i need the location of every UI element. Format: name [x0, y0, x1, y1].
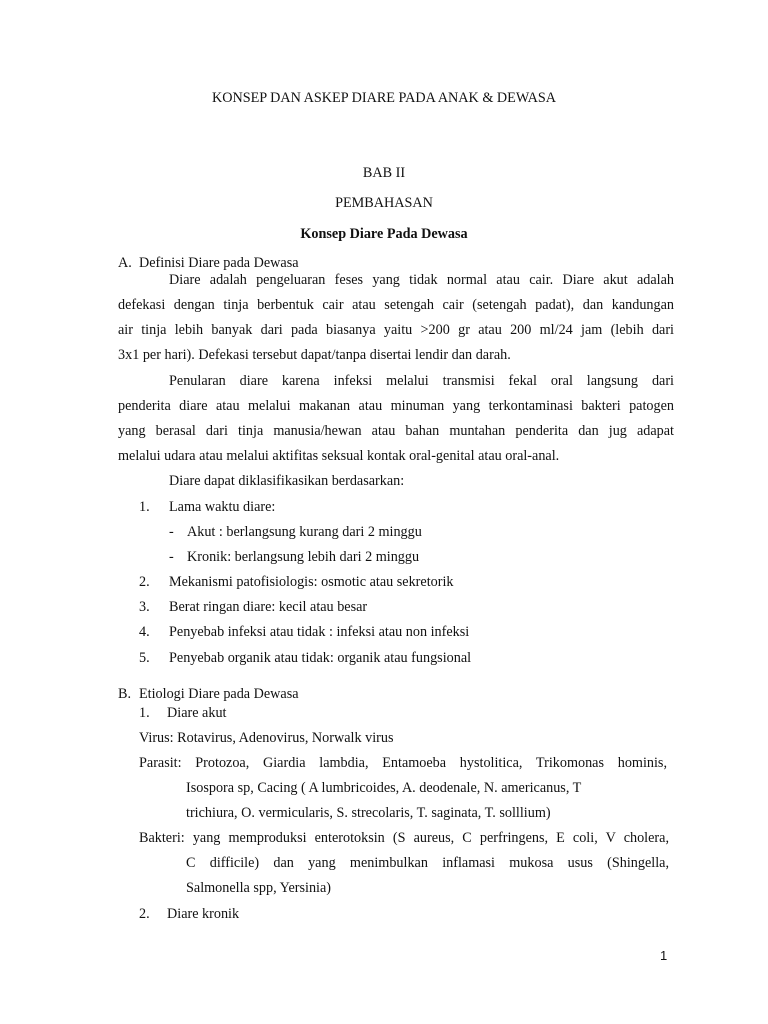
paragraph-line: penderita diare atau melalui makanan atau minuman yang terkontaminasi bakteri patogen [118, 398, 674, 414]
section-a-heading: Definisi Diare pada Dewasa [139, 255, 299, 271]
list-number: 2. [139, 574, 150, 590]
paragraph-line: air tinja lebih banyak dari pada biasanya yaitu >200 gr atau 200 ml/24 jam (lebih dari [118, 322, 674, 338]
paragraph-line: Diare adalah pengeluaran feses yang tidak normal atau cair. Diare akut adalah [169, 272, 674, 288]
list-number: 2. [139, 906, 150, 922]
list-number: 5. [139, 650, 150, 666]
bakteri-line: Salmonella spp, Yersinia) [186, 880, 332, 896]
bakteri-line: C difficile) dan yang menimbulkan inflamasi mukosa usus (Shingella, [186, 855, 669, 871]
list-item: Kronik: berlangsung lebih dari 2 minggu [187, 549, 420, 565]
paragraph-line: defekasi dengan tinja berbentuk cair atau setengah cair (setengah padat), dan kandungan [118, 297, 674, 313]
parasit-line: trichiura, O. vermicularis, S. strecolaris, T. saginata, T. solllium) [186, 805, 551, 821]
subtitle: Konsep Diare Pada Dewasa [300, 226, 468, 242]
page-number: 1 [660, 948, 668, 963]
document-title: KONSEP DAN ASKEP DIARE PADA ANAK & DEWASA [211, 90, 557, 106]
list-number: 1. [139, 705, 150, 721]
list-bullet: - [169, 524, 174, 540]
paragraph-line: Diare dapat diklasifikasikan berdasarkan: [169, 473, 405, 489]
list-number: 4. [139, 624, 150, 640]
chapter-label: BAB II [362, 165, 406, 181]
list-number: 1. [139, 499, 150, 515]
list-item: Penyebab organik atau tidak: organik atau fungsional [169, 650, 472, 666]
list-item: Penyebab infeksi atau tidak : infeksi atau non infeksi [169, 624, 470, 640]
parasit-line: Parasit: Protozoa, Giardia lambdia, Entamoeba hystolitica, Trikomonas hominis, [139, 755, 667, 771]
section-b-heading: Etiologi Diare pada Dewasa [139, 686, 299, 702]
list-item: Diare kronik [167, 906, 240, 922]
section-label: PEMBAHASAN [335, 195, 433, 211]
virus-line: Virus: Rotavirus, Adenovirus, Norwalk virus [139, 730, 394, 746]
section-a-marker: A. [118, 255, 132, 271]
list-number: 3. [139, 599, 150, 615]
paragraph-line: 3x1 per hari). Defekasi tersebut dapat/tanpa disertai lendir dan darah. [118, 347, 511, 363]
section-b-marker: B. [118, 686, 132, 702]
paragraph-line: Penularan diare karena infeksi melalui transmisi fekal oral langsung dari [169, 373, 674, 389]
list-item: Berat ringan diare: kecil atau besar [169, 599, 368, 615]
parasit-line: Isospora sp, Cacing ( A lumbricoides, A. deodenale, N. americanus, T [186, 780, 582, 796]
list-item: Lama waktu diare: [169, 499, 276, 515]
paragraph-line: yang berasal dari tinja manusia/hewan atau bahan muntahan penderita dan jug adapat [118, 423, 674, 439]
paragraph-line: melalui udara atau melalui aktifitas seksual kontak oral-genital atau oral-anal. [118, 448, 560, 464]
list-item: Mekanismi patofisiologis: osmotic atau sekretorik [169, 574, 454, 590]
list-item: Akut : berlangsung kurang dari 2 minggu [187, 524, 422, 540]
bakteri-line: Bakteri: yang memproduksi enterotoksin (S aureus, C perfringens, E coli, V cholera, [139, 830, 669, 846]
list-item: Diare akut [167, 705, 227, 721]
list-bullet: - [169, 549, 174, 565]
